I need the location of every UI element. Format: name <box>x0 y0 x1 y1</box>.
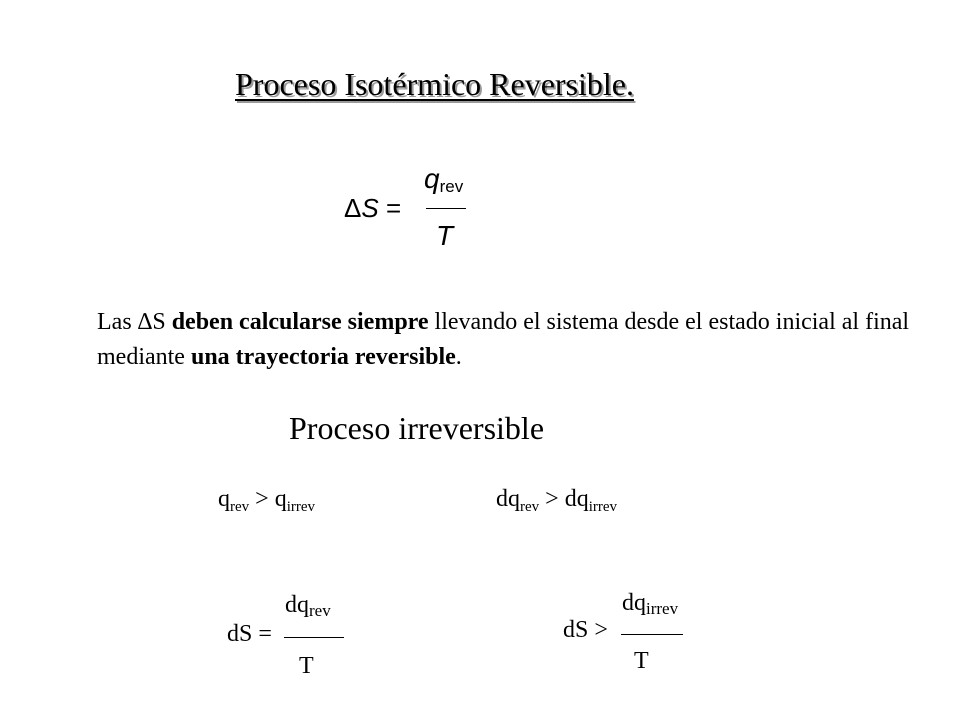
explanation-paragraph <box>97 305 917 375</box>
formula-rev-numerator <box>285 592 331 621</box>
formula-irrev-numerator <box>622 590 678 619</box>
numerator-subscript: rev <box>439 177 464 196</box>
page-title: Proceso Isotérmico Reversible. <box>235 66 634 102</box>
ineq1-left-sub: rev <box>230 499 250 515</box>
ineq2-left-sub: rev <box>520 499 540 515</box>
formula-rev-denominator: T <box>299 653 314 679</box>
equals-sign: = <box>378 193 402 223</box>
formula-rev-lhs: dS = <box>227 621 272 647</box>
ineq1-right-sub: irrev <box>286 499 316 515</box>
ineq1-left: q <box>218 486 230 512</box>
delta-symbol: Δ <box>344 193 362 223</box>
paragraph-bold-2: una trayectoria reversible <box>190 344 456 370</box>
paragraph-text-1: Las ∆S <box>97 309 172 335</box>
formula-irrev-fraction-bar <box>621 634 683 635</box>
paragraph-text-3: . <box>455 344 462 370</box>
inequality-heat <box>218 486 315 516</box>
ineq2-right: dq <box>564 486 589 512</box>
formula-rev-num-sub: rev <box>309 601 331 620</box>
ineq1-right: q <box>274 486 287 512</box>
ineq1-op: > <box>249 486 275 512</box>
formula-irrev-denominator: T <box>634 648 649 674</box>
entropy-symbol: S <box>361 193 379 223</box>
formula-irrev-num-sub: irrev <box>646 599 679 618</box>
paragraph-text-2: llevando el sistema desde el estado inicial al final mediante <box>97 309 910 370</box>
entropy-formula-numerator <box>424 163 463 195</box>
formula-rev-fraction-bar <box>284 637 344 638</box>
formula-irrev-lhs: dS > <box>563 617 608 643</box>
formula-rev-num-symbol: dq <box>285 592 309 618</box>
entropy-formula-denominator: T <box>436 220 454 251</box>
inequality-differential-heat <box>496 486 617 516</box>
section-subtitle: Proceso irreversible <box>289 410 545 446</box>
formula-irrev-num-symbol: dq <box>622 590 646 616</box>
entropy-fraction-bar <box>426 208 466 209</box>
ineq2-op: > <box>539 486 565 512</box>
ineq2-left: dq <box>496 486 520 512</box>
entropy-formula-lhs <box>344 193 401 224</box>
ineq2-right-sub: irrev <box>588 499 618 515</box>
numerator-symbol: q <box>424 163 440 194</box>
paragraph-bold-1: deben calcularse siempre <box>171 309 429 335</box>
